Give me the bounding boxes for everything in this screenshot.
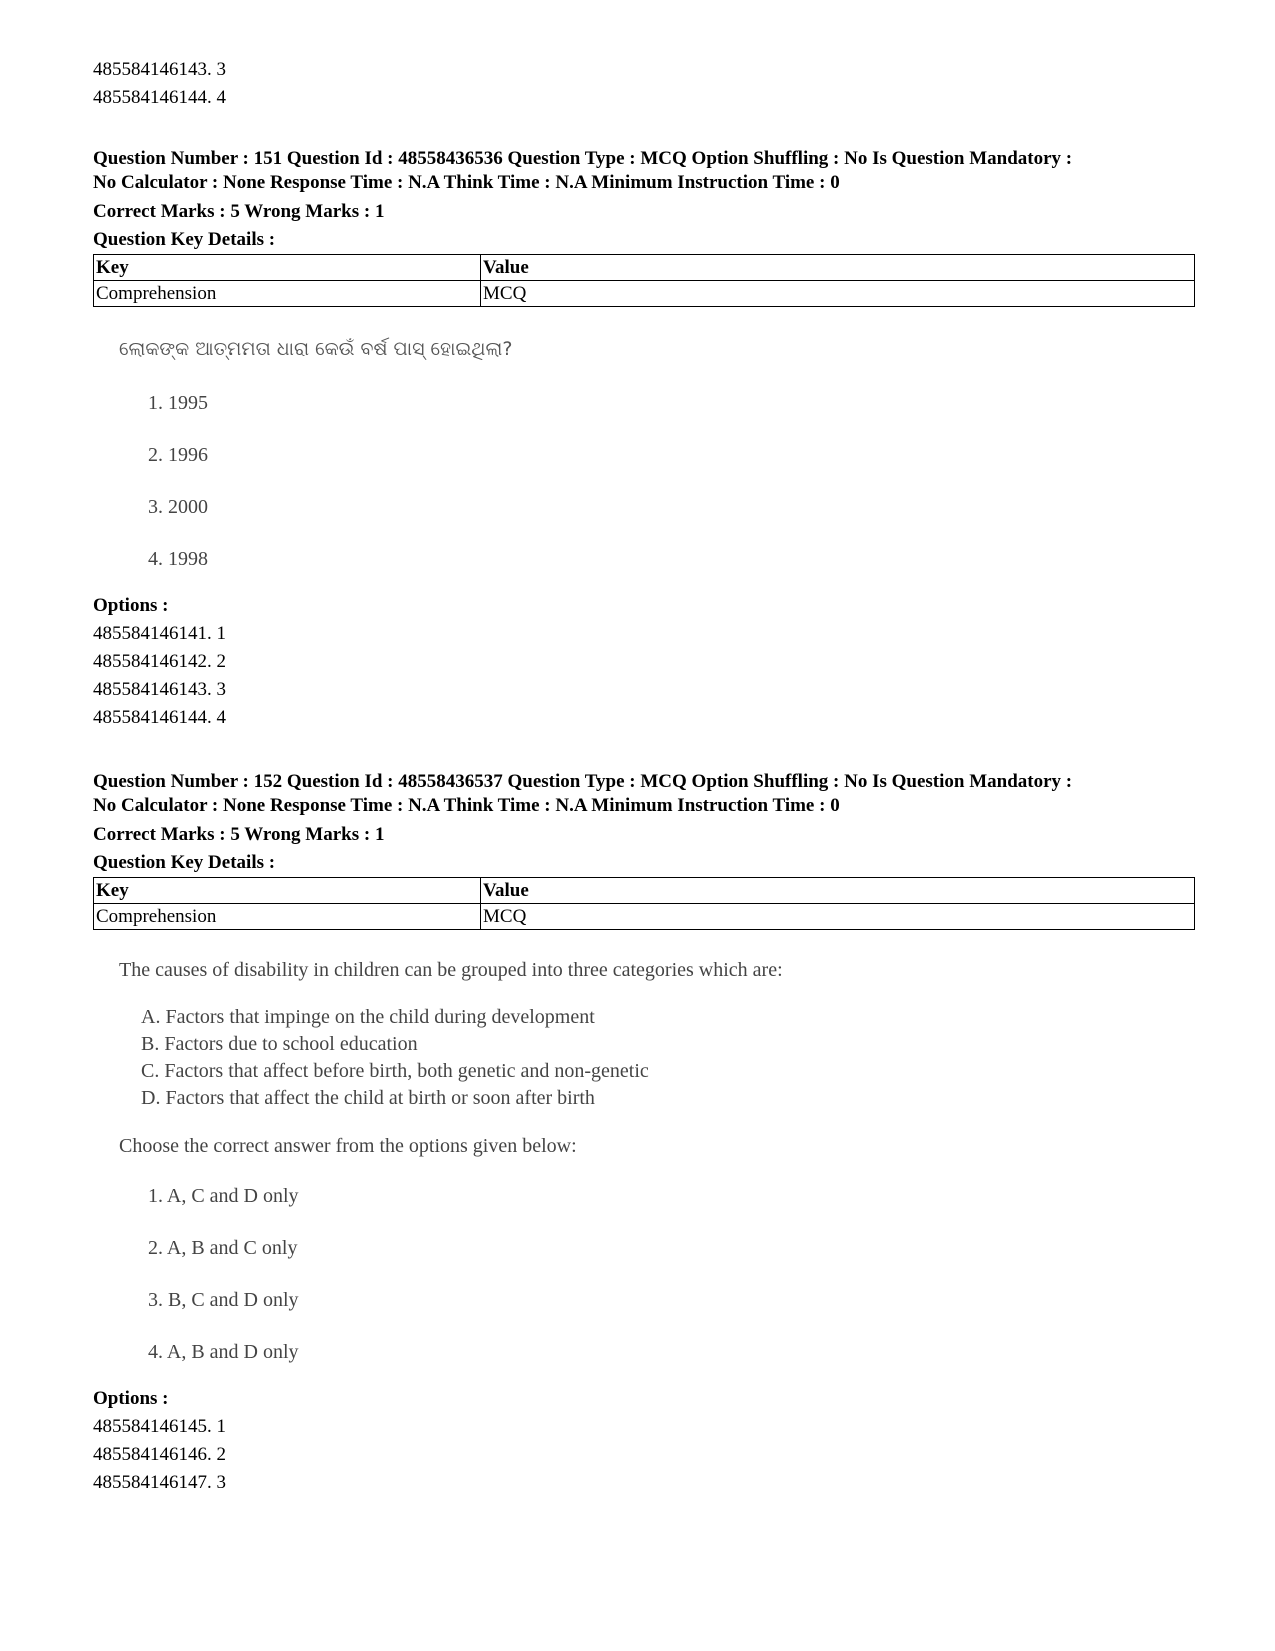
- instruction: Choose the correct answer from the options given below:: [119, 1135, 577, 1157]
- value-cell: MCQ: [481, 281, 1195, 307]
- option-line: 485584146144. 4: [93, 87, 226, 108]
- option-line: 485584146141. 1: [93, 623, 226, 644]
- question-header: Question Number : 151 Question Id : 48558436536 Question Type : MCQ Option Shuffling : No Is Question Mandatory :: [93, 148, 1073, 169]
- question-text: The causes of disability in children can be grouped into three categories which are:: [119, 959, 783, 981]
- key-header: Key: [94, 255, 481, 281]
- options-label: Options :: [93, 1388, 169, 1409]
- question-image: [93, 956, 1203, 1366]
- choice: 3. 2000: [148, 496, 208, 518]
- key-details-table: [93, 877, 1195, 930]
- option-line: 485584146144. 4: [93, 707, 226, 728]
- question-header: Question Number : 152 Question Id : 48558436537 Question Type : MCQ Option Shuffling : No Is Question Mandatory :: [93, 771, 1073, 792]
- choice: 3. B, C and D only: [148, 1289, 299, 1311]
- key-details-label: Question Key Details :: [93, 229, 276, 250]
- question-151: [93, 147, 1203, 732]
- statement: D. Factors that affect the child at birth or soon after birth: [141, 1087, 595, 1109]
- choice: 1. 1995: [148, 392, 208, 414]
- statement: B. Factors due to school education: [141, 1033, 418, 1055]
- choice: 2. 1996: [148, 444, 208, 466]
- option-line: 485584146142. 2: [93, 651, 226, 672]
- marks-line: Correct Marks : 5 Wrong Marks : 1: [93, 201, 385, 222]
- choice: 4. A, B and D only: [148, 1341, 299, 1363]
- marks-line: Correct Marks : 5 Wrong Marks : 1: [93, 824, 385, 845]
- question-152: [93, 770, 1203, 1497]
- question-header: No Calculator : None Response Time : N.A Think Time : N.A Minimum Instruction Time : 0: [93, 172, 840, 193]
- value-header: Value: [481, 878, 1195, 904]
- value-cell: MCQ: [481, 904, 1195, 930]
- question-image: [93, 335, 1203, 573]
- options-label: Options :: [93, 595, 169, 616]
- option-line: 485584146145. 1: [93, 1416, 226, 1437]
- value-header: Value: [481, 255, 1195, 281]
- choice: 1. A, C and D only: [148, 1185, 299, 1207]
- question-header: No Calculator : None Response Time : N.A Think Time : N.A Minimum Instruction Time : 0: [93, 795, 840, 816]
- option-line: 485584146146. 2: [93, 1444, 226, 1465]
- key-header: Key: [94, 878, 481, 904]
- choice: 2. A, B and C only: [148, 1237, 298, 1259]
- key-cell: Comprehension: [94, 904, 481, 930]
- statement: C. Factors that affect before birth, both genetic and non-genetic: [141, 1060, 649, 1082]
- option-line: 485584146143. 3: [93, 59, 226, 80]
- carryover-options: [93, 56, 226, 112]
- choice: 4. 1998: [148, 548, 208, 570]
- key-details-label: Question Key Details :: [93, 852, 276, 873]
- option-line: 485584146147. 3: [93, 1472, 226, 1493]
- statement: A. Factors that impinge on the child during development: [141, 1006, 595, 1028]
- key-cell: Comprehension: [94, 281, 481, 307]
- key-details-table: [93, 254, 1195, 307]
- option-line: 485584146143. 3: [93, 679, 226, 700]
- question-text: ଲୋକଙ୍କ ଆତ୍ମମତା ଧାରା କେଉଁ ବର୍ଷ ପାସ୍ ହୋଇଥିଲା?: [119, 338, 513, 360]
